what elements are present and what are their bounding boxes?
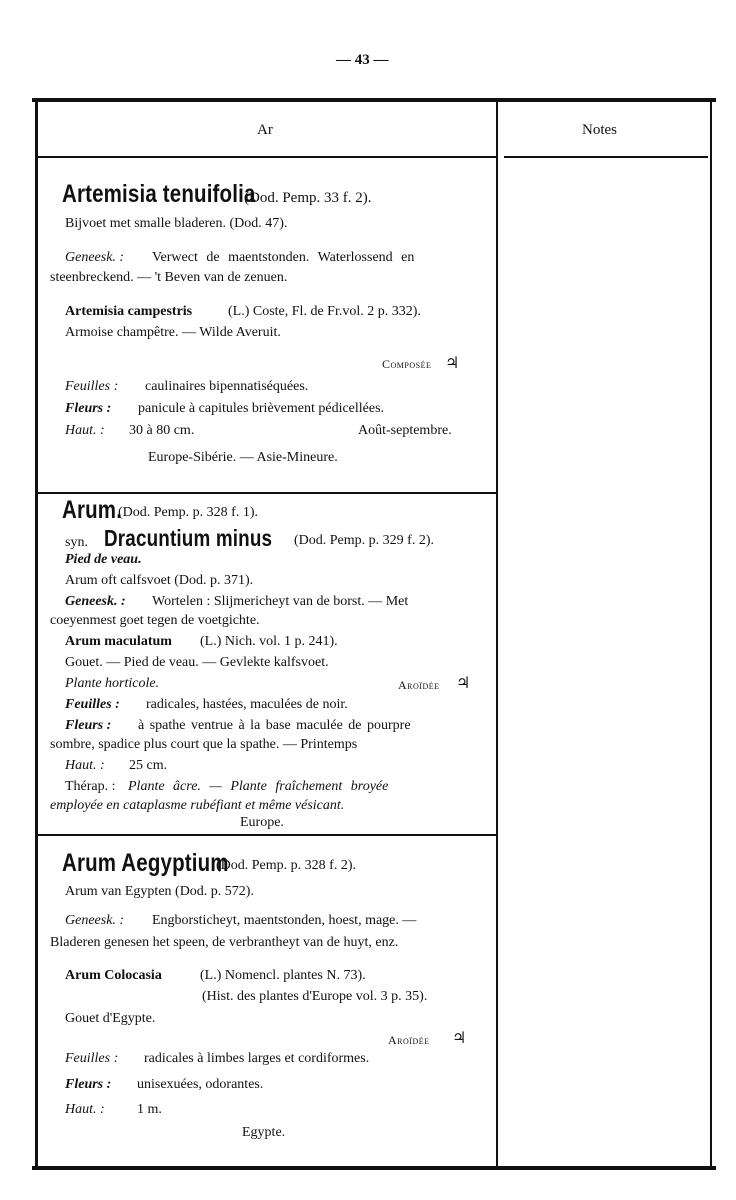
feuilles-label: Feuilles : (65, 1051, 119, 1066)
haut-label: Haut. : (65, 758, 105, 773)
geneesk-text: Verwect de maentstonden. Waterlossend en (152, 250, 415, 265)
header-ar: Ar (257, 122, 273, 138)
perennial-symbol: ♃ (452, 1030, 467, 1047)
geneesk-label: Geneesk. : (65, 250, 125, 265)
section-divider (38, 834, 496, 836)
syn-label: syn. (65, 535, 88, 550)
species-name: Arum Colocasia (65, 968, 162, 983)
therap-label: Thérap. : (65, 779, 116, 794)
geneesk-label: Geneesk. : (65, 594, 126, 609)
perennial-symbol: ♃ (445, 355, 460, 372)
header-notes: Notes (582, 122, 617, 138)
fleurs-label: Fleurs : (65, 1077, 112, 1092)
header-rule-left (38, 156, 496, 158)
haut-label: Haut. : (65, 1102, 105, 1117)
region: Europe-Sibérie. — Asie-Mineure. (148, 450, 338, 465)
common-names: Gouet d'Egypte. (65, 1011, 156, 1026)
entry-title: Arum. (62, 496, 123, 524)
species-reference: (L.) Coste, Fl. de Fr.vol. 2 p. 332). (228, 304, 421, 319)
geneesk-text: Wortelen : Slijmericheyt van de borst. — Met (152, 594, 409, 609)
table-left-border (35, 98, 38, 1170)
haut-label: Haut. : (65, 423, 105, 438)
entry-reference: (Dod. Pemp. p. 328 f. 2). (216, 858, 356, 873)
species-name: Artemisia campestris (65, 304, 193, 319)
description-line: Arum van Egypten (Dod. p. 572). (65, 884, 254, 899)
entry-reference: (Dod. Pemp. 33 f. 2). (244, 190, 372, 206)
fleurs-text: unisexuées, odorantes. (137, 1077, 264, 1092)
synonym-reference: (Dod. Pemp. p. 329 f. 2). (294, 533, 434, 548)
fleurs-text: à spathe ventrue à la base maculée de pourpre (138, 718, 411, 733)
table-top-border (32, 98, 716, 102)
perennial-symbol: ♃ (456, 675, 471, 692)
species-reference: (L.) Nich. vol. 1 p. 241). (200, 634, 338, 649)
region: Egypte. (242, 1125, 286, 1140)
geneesk-continuation: coeyenmest goet tegen de voetgichte. (50, 613, 260, 628)
fleurs-text: panicule à capitules brièvement pédicellées. (138, 401, 385, 416)
description-line: Bijvoet met smalle bladeren. (Dod. 47). (65, 216, 288, 231)
geneesk-continuation: Bladeren genesen het speen, de verbrantheyt van de huyt, enz. (50, 935, 399, 950)
therap-continuation: employée en cataplasme rubéfiant et même vésicant. (50, 798, 345, 813)
region: Europe. (240, 815, 284, 830)
common-name-fr: Pied de veau. (65, 552, 142, 567)
table-right-border (710, 98, 712, 1170)
feuilles-label: Feuilles : (65, 697, 120, 712)
fleurs-label: Fleurs : (65, 401, 112, 416)
common-names: Armoise champêtre. — Wilde Averuit. (65, 325, 281, 340)
feuilles-text: radicales, hastées, maculées de noir. (146, 697, 348, 712)
entry-reference: (Dod. Pemp. p. 328 f. 1). (118, 505, 258, 520)
entry-title: Artemisia tenuifolia (62, 180, 256, 208)
plante-horticole: Plante horticole. (65, 676, 160, 691)
geneesk-continuation: steenbreckend. — 't Beven van de zenuen. (50, 270, 288, 285)
species-name: Arum maculatum (65, 634, 172, 649)
header-rule-right (504, 156, 708, 158)
feuilles-label: Feuilles : (65, 379, 119, 394)
haut-text: 1 m. (137, 1102, 162, 1117)
haut-text: 25 cm. (129, 758, 168, 773)
season: Août-septembre. (358, 423, 452, 438)
haut-text: 30 à 80 cm. (129, 423, 195, 438)
feuilles-text: caulinaires bipennatiséquées. (145, 379, 309, 394)
description-line: Arum oft calfsvoet (Dod. p. 371). (65, 573, 254, 588)
geneesk-label: Geneesk. : (65, 913, 125, 928)
species-reference-2: (Hist. des plantes d'Europe vol. 3 p. 35). (202, 989, 428, 1004)
therap-text: Plante âcre. — Plante fraîchement broyée (128, 779, 389, 794)
common-names: Gouet. — Pied de veau. — Gevlekte kalfsvoet. (65, 655, 329, 670)
section-divider (38, 492, 496, 494)
family-label: Composée (382, 357, 432, 371)
entry-title: Arum Aegyptium (62, 849, 229, 877)
page-number: — 43 — (336, 52, 389, 68)
synonym-name: Dracuntium minus (104, 525, 273, 551)
table-bottom-border (32, 1166, 716, 1170)
family-label: Aroïdée (388, 1033, 430, 1047)
fleurs-continuation: sombre, spadice plus court que la spathe. — Printemps (50, 737, 358, 752)
family-label: Aroïdée (398, 678, 440, 692)
feuilles-text: radicales à limbes larges et cordiformes. (144, 1051, 370, 1066)
column-divider (496, 101, 498, 1170)
fleurs-label: Fleurs : (65, 718, 112, 733)
species-reference: (L.) Nomencl. plantes N. 73). (200, 968, 366, 983)
geneesk-text: Engborsticheyt, maentstonden, hoest, mage. — (152, 913, 417, 928)
